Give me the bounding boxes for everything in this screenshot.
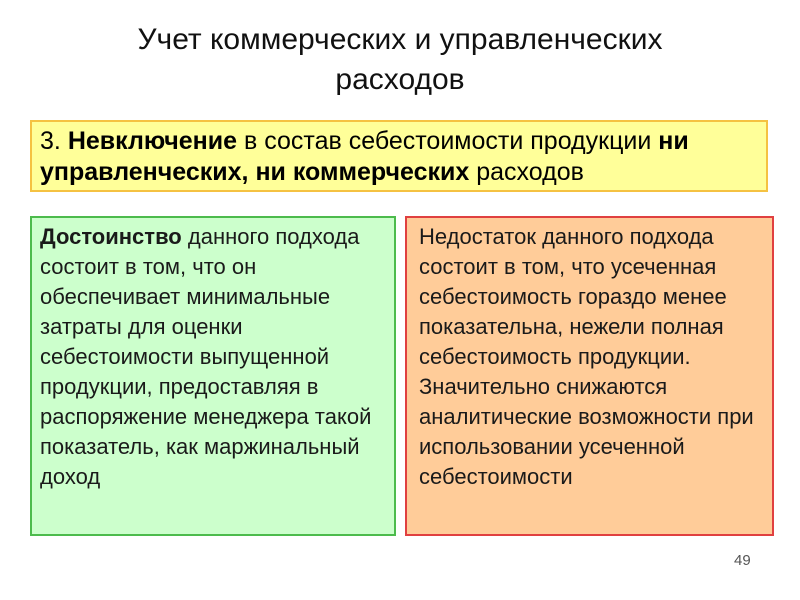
advantage-text: данного подхода состоит в том, что он обеспечивает минимальные затраты для оценки себестоимости выпущенной продукции, предоставляя в распоряжение менеджера такой показатель, как маржинальный доход — [40, 224, 372, 489]
slide-title-line-2: расходов — [335, 63, 465, 96]
disadvantage-text: Недостаток данного подхода состоит в том, что усеченная себестоимость гораздо менее показательна, нежели полная себестоимость продукции. Значительно снижаются аналитические возможности при использовании усеченной себестоимости — [419, 224, 754, 489]
key-point-text-2: расходов — [476, 158, 584, 186]
page-number: 49 — [734, 552, 751, 569]
advantage-heading: Достоинство — [40, 224, 182, 249]
key-point-box — [30, 120, 768, 192]
key-point-bold-phrase: ни управленческих, ни коммерческих — [40, 127, 689, 186]
slide-title — [0, 20, 800, 100]
key-point-text-1: в состав себестоимости продукции — [243, 127, 652, 155]
slide-title-line-1: Учет коммерческих и управленческих — [137, 23, 663, 56]
disadvantage-panel — [405, 216, 774, 536]
key-point-number: 3. — [40, 127, 61, 155]
key-point-bold-term: Невключение — [67, 127, 238, 155]
advantage-panel — [30, 216, 396, 536]
